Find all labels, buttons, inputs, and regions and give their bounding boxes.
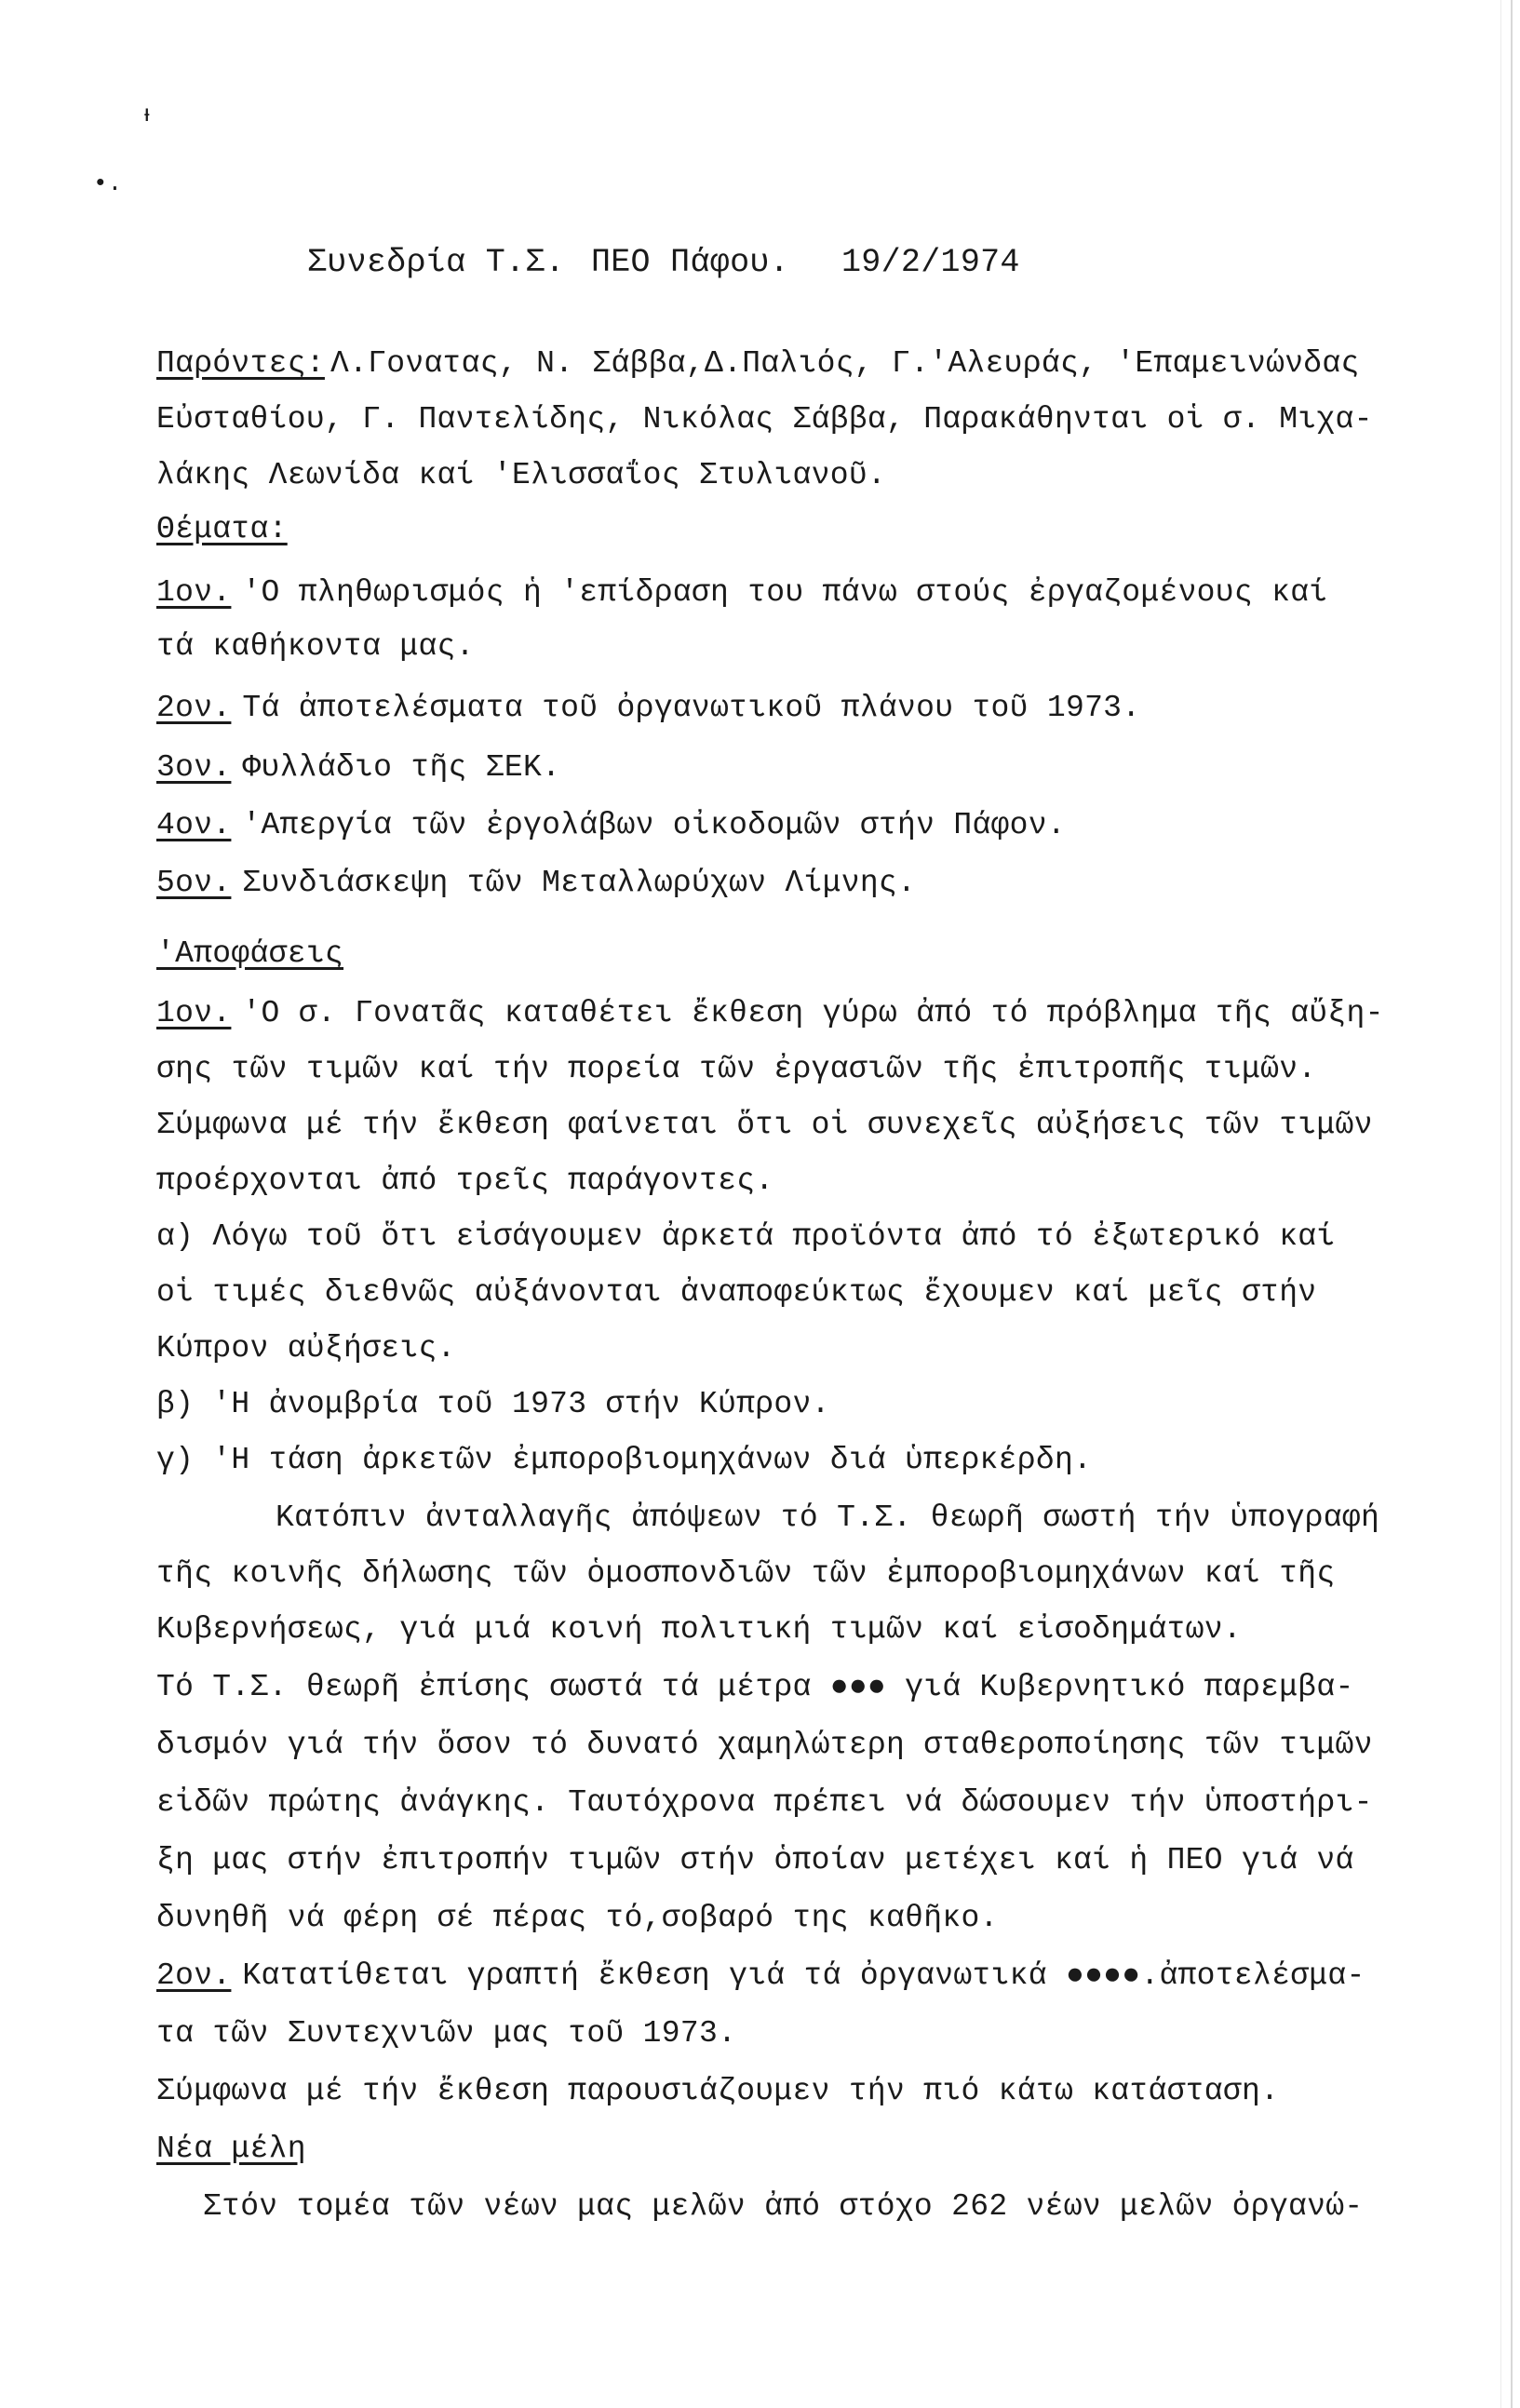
decision-line: οἱ τιμές διεθνῶς αὐξάνονται ἀναποφεύκτως ἔχουμεν καί μεῖς στήν <box>156 1275 1317 1310</box>
decision-line: β) 'Η ἀνομβρία τοῦ 1973 στήν Κύπρον. <box>156 1387 830 1421</box>
decision-line: σης τῶν τιμῶν καί τήν πορεία τῶν ἐργασιῶν τῆς ἐπιτροπῆς τιμῶν. <box>156 1052 1317 1086</box>
title-org: ΠΕΟ Πάφου. <box>590 244 789 281</box>
new-members-line: Στόν τομέα τῶν νέων μας μελῶν ἀπό στόχο 262 νέων μελῶν ὀργανώ- <box>203 2189 1364 2224</box>
decision-number: 2ον. <box>156 1958 232 1993</box>
topic-item <box>156 866 916 900</box>
decision-line <box>156 1958 1365 1993</box>
present-line-3: λάκης Λεωνίδα καί 'Ελισσαΐος Στυλιανοῦ. <box>156 458 887 492</box>
topic-item <box>156 808 1066 842</box>
decision-line: Κυβερνήσεως, γιά μιά κοινή πολιτική τιμῶν καί εἰσοδημάτων. <box>156 1612 1242 1647</box>
decision-line: Κατόπιν ἀνταλλαγῆς ἀπόψεων τό Τ.Σ. θεωρῆ σωστή τήν ὑπογραφή <box>276 1500 1380 1535</box>
topic-number: 3ον. <box>156 750 232 785</box>
topic-text: Φυλλάδιο τῆς ΣΕΚ. <box>242 750 561 785</box>
decision-line: δισμόν γιά τήν ὅσον τό δυνατό χαμηλώτερη σταθεροποίησης τῶν τιμῶν <box>156 1728 1373 1762</box>
decision-line: Σύμφωνα μέ τήν ἔκθεση φαίνεται ὅτι οἱ συνεχεῖς αὐξήσεις τῶν τιμῶν <box>156 1108 1373 1142</box>
decisions-heading: 'Αποφάσεις <box>156 936 344 971</box>
present-line-2: Εὐσταθίου, Γ. Παντελίδης, Νικόλας Σάββα, Παρακάθηνται οἱ σ. Μιχα- <box>156 402 1373 437</box>
topic-item <box>156 575 1327 610</box>
topic-number: 4ον. <box>156 808 232 842</box>
decision-text: Κατατίθεται γραπτή ἔκθεση γιά τά ὀργανωτικά ●●●●.ἀποτελέσμα- <box>242 1958 1365 1993</box>
decision-text: 'Ο σ. Γονατᾶς καταθέτει ἔκθεση γύρω ἀπό τό πρόβλημα τῆς αὔξη- <box>242 996 1384 1030</box>
scan-speck: ᵻ <box>140 101 155 128</box>
decision-line: γ) 'Η τάση ἀρκετῶν ἐμποροβιομηχάνων διά ὑπερκέρδη. <box>156 1443 1093 1477</box>
topics-heading: Θέματα: <box>156 512 288 546</box>
present-text-1: Λ.Γονατας, Ν. Σάββα,Δ.Παλιός, Γ.'Αλευράς, 'Επαμεινώνδας <box>330 346 1360 381</box>
topic-number: 2ον. <box>156 691 232 725</box>
title-date: 19/2/1974 <box>841 244 1020 281</box>
decision-line: τῆς κοινῆς δήλωσης τῶν ὁμοσπονδιῶν τῶν ἐμποροβιομηχάνων καί τῆς <box>156 1556 1336 1591</box>
decision-line: τα τῶν Συντεχνιῶν μας τοῦ 1973. <box>156 2016 737 2051</box>
page-title <box>307 244 1046 281</box>
decision-line: δυνηθῆ νά φέρη σέ πέρας τό,σοβαρό της καθῆκο. <box>156 1901 999 1935</box>
topic-text: 'Απεργία τῶν ἐργολάβων οἰκοδομῶν στήν Πάφον. <box>242 808 1066 842</box>
topic-item <box>156 750 560 785</box>
topic-item <box>156 691 1140 725</box>
topic-number: 5ον. <box>156 866 232 900</box>
scan-edge-line <box>1511 0 1513 2408</box>
decision-line: προέρχονται ἀπό τρεῖς παράγοντες. <box>156 1164 774 1198</box>
decision-line: Τό Τ.Σ. θεωρῆ ἐπίσης σωστά τά μέτρα ●●● γιά Κυβερνητικό παρεμβα- <box>156 1670 1354 1704</box>
decision-line: ξη μας στήν ἐπιτροπήν τιμῶν στήν ὁποίαν μετέχει καί ἡ ΠΕΟ γιά νά <box>156 1843 1354 1877</box>
title-meeting: Συνεδρία Τ.Σ. <box>307 244 565 281</box>
decision-line: Κύπρον αὐξήσεις. <box>156 1331 456 1365</box>
scan-edge-line <box>1500 0 1501 2408</box>
topic-text: Συνδιάσκεψη τῶν Μεταλλωρύχων Λίμνης. <box>242 866 917 900</box>
topic-text: τά καθήκοντα μας. <box>156 629 475 664</box>
decision-line: εἰδῶν πρώτης ἀνάγκης. Ταυτόχρονα πρέπει νά δώσουμεν τήν ὑποστήρι- <box>156 1785 1373 1820</box>
new-members-heading: Νέα μέλη <box>156 2132 306 2166</box>
decision-number: 1ον. <box>156 996 232 1030</box>
decision-line <box>156 996 1384 1030</box>
decision-line: Σύμφωνα μέ τήν ἔκθεση παρουσιάζουμεν τήν πιό κάτω κατάσταση. <box>156 2074 1280 2108</box>
decision-line: α) Λόγω τοῦ ὅτι εἰσάγουμεν ἀρκετά προϊόντα ἀπό τό ἐξωτερικό καί <box>156 1219 1336 1254</box>
present-line-1 <box>156 346 1360 381</box>
scan-speck: •. <box>93 169 123 197</box>
topic-number: 1ον. <box>156 575 232 610</box>
topic-item <box>156 629 475 664</box>
present-label: Παρόντες: <box>156 346 325 381</box>
topic-text: Τά ἀποτελέσματα τοῦ ὀργανωτικοῦ πλάνου τοῦ 1973. <box>242 691 1141 725</box>
topic-text: 'Ο πληθωρισμός ἡ 'επίδραση του πάνω στούς ἐργαζομένους καί <box>242 575 1328 610</box>
